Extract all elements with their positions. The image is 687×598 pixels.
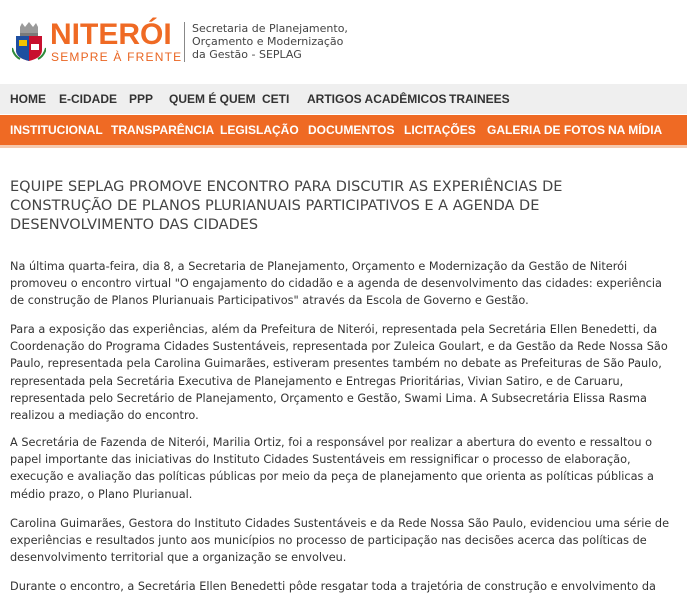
paragraph-line: Durante o encontro, a Secretária Ellen Benedetti pôde resgatar toda a trajetória de construção e envolvimento da [10, 580, 656, 593]
paragraph-line: papel importante das iniciativas do Instituto Cidades Sustentáveis em ressignificar o processo de elaboração, [10, 453, 631, 467]
nav-e-cidade[interactable]: E-CIDADE [59, 92, 118, 106]
secretaria-line: Secretaria de Planejamento, [192, 22, 348, 35]
paragraph-line: Coordenação do Programa Cidades Sustentáveis, representada por Zuleica Goulart, e da Gestão da Rede Nossa São [10, 340, 668, 354]
article-title [10, 178, 682, 235]
brand-name[interactable]: NITERÓI [50, 18, 172, 51]
paragraph-line: desenvolvimento territorial que a organização se envolveu. [10, 551, 347, 565]
niteroi-crest-logo[interactable] [12, 22, 46, 62]
article-paragraph [10, 321, 682, 424]
site-header [0, 0, 687, 80]
paragraph-line: Para a exposição das experiências, além da Prefeitura de Niterói, representada pela Secretária Ellen Benedetti, da [10, 323, 658, 336]
article-paragraph [10, 258, 682, 310]
paragraph-line: execução e avaliação das políticas públicas por meio da peça de planejamento que orienta as políticas públicas a [10, 470, 654, 484]
secretaria-name [192, 22, 348, 61]
article-paragraph [10, 578, 682, 595]
nav-artigos-academicos[interactable]: ARTIGOS ACADÊMICOS [307, 92, 447, 106]
secondary-nav [0, 115, 687, 145]
article-title-line: DESENVOLVIMENTO DAS CIDADES [10, 217, 259, 233]
nav-transparencia[interactable]: TRANSPARÊNCIA [111, 123, 215, 137]
nav-na-midia[interactable]: NA MÍDIA [608, 123, 663, 137]
brand-tagline: SEMPRE À FRENTE [51, 50, 183, 64]
paragraph-line: realizou a mediação do encontro. [10, 409, 199, 423]
nav-quem-e-quem[interactable]: QUEM É QUEM [169, 92, 256, 106]
paragraph-line: Paulo, representada pela Carolina Guimarães, estiveram presentes também no debate as Prefeituras de São Paulo, [10, 357, 662, 371]
paragraph-line: Carolina Guimarães, Gestora do Instituto Cidades Sustentáveis e da Rede Nossa São Paulo, evidenciou uma série de [10, 517, 670, 530]
primary-nav [0, 84, 687, 114]
nav-ceti[interactable]: CETI [262, 92, 290, 106]
article-paragraph [10, 434, 682, 503]
secretaria-line: da Gestão - SEPLAG [192, 48, 302, 61]
nav-institucional[interactable]: INSTITUCIONAL [10, 123, 103, 137]
nav-shadow [0, 145, 687, 148]
paragraph-line: de construção de Planos Plurianuais Participativos" através da Escola de Governo e Gestão. [10, 294, 529, 308]
nav-home[interactable]: HOME [10, 92, 46, 106]
nav-licitacoes[interactable]: LICITAÇÕES [404, 123, 476, 137]
article-title-block [10, 178, 682, 235]
nav-galeria-de-fotos[interactable]: GALERIA DE FOTOS [487, 123, 606, 137]
nav-trainees[interactable]: TRAINEES [449, 92, 510, 106]
paragraph-line: médio prazo, o Plano Plurianual. [10, 487, 193, 501]
paragraph-line: representada pelo Secretário de Planejamento, Orçamento e Gestão, Swami Lima. A Subsecretária Elissa Rasma [10, 391, 647, 405]
nav-documentos[interactable]: DOCUMENTOS [308, 123, 395, 137]
nav-legislacao[interactable]: LEGISLAÇÃO [220, 123, 299, 137]
secretaria-line: Orçamento e Modernização [192, 35, 344, 48]
paragraph-line: Na última quarta-feira, dia 8, a Secretaria de Planejamento, Orçamento e Modernização da Gestão de Niterói [10, 260, 628, 273]
paragraph-line: A Secretária de Fazenda de Niterói, Marilia Ortiz, foi a responsável por realizar a abertura do evento e ressaltou o [10, 436, 652, 449]
paragraph-line: promoveu o encontro virtual "O engajamento do cidadão e a agenda de desenvolvimento das cidades: experiência [10, 277, 662, 291]
header-divider [184, 22, 185, 62]
article-title-line: EQUIPE SEPLAG PROMOVE ENCONTRO PARA DISCUTIR AS EXPERIÊNCIAS DE [10, 179, 563, 195]
article-paragraph [10, 515, 682, 567]
paragraph-line: experiências e resultados junto aos municípios no processo de participação nas decisões acerca das políticas de [10, 534, 647, 548]
nav-ppp[interactable]: PPP [129, 92, 154, 106]
article-title-line: CONSTRUÇÃO DE PLANOS PLURIANUAIS PARTICIPATIVOS E A AGENDA DE [10, 198, 540, 214]
paragraph-line: representada pela Secretária Executiva de Planejamento e Entregas Prioritárias, Vivian Satiro, e de Caruaru, [10, 374, 624, 388]
